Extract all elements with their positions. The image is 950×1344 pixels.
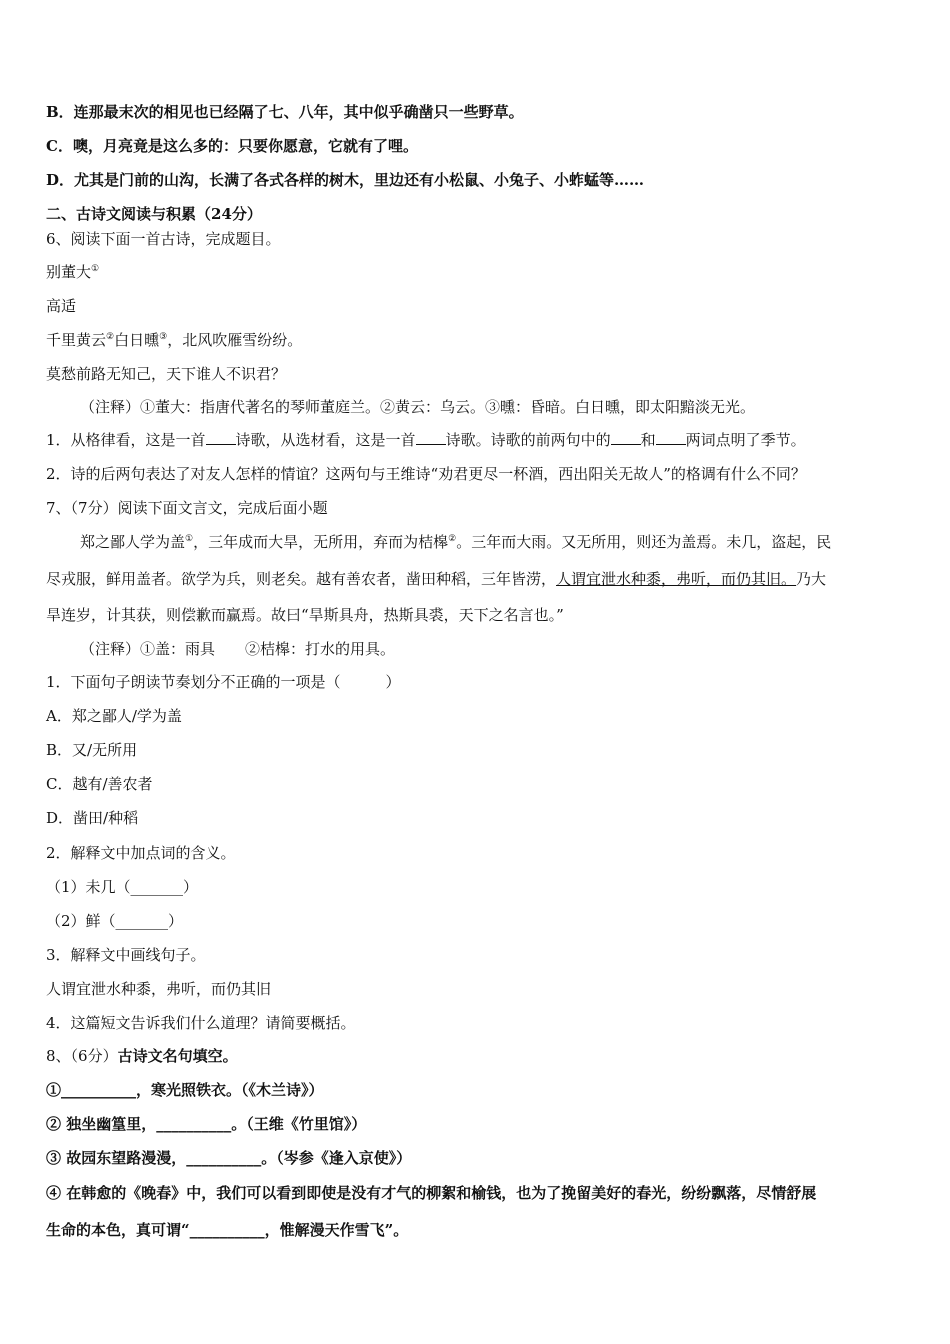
q7-stem: 7、（7分）阅读下面文言文，完成后面小题 <box>46 499 328 517</box>
q6-sub1-a: 1．从格律看，这是一首 <box>46 431 206 449</box>
q7-text-line-1 <box>80 532 910 552</box>
q8-stem-text: 古诗文名句填空。 <box>117 1047 238 1065</box>
q7-option-b: B．又/无所用 <box>46 741 138 759</box>
q7-sub3: 3．解释文中画线句子。 <box>46 946 206 964</box>
poem-line-1-b: 白日曛 <box>114 331 160 349</box>
q6-sub1 <box>46 430 910 450</box>
q7-text-line-3: 旱连岁，计其获，则偿歉而赢焉。故曰“旱斯具舟，热斯具裘，天下之名言也。” <box>46 606 564 624</box>
poem-line-1-note-3: ③ <box>159 332 168 342</box>
q7-underlined-sentence: 人谓宜泄水种黍，弗听，而仍其旧。 <box>556 570 797 588</box>
q7-option-a: A．郑之鄙人/学为盖 <box>46 707 182 725</box>
section-title: 二、古诗文阅读与积累（24分） <box>46 205 262 223</box>
poem-line-1 <box>46 330 910 350</box>
q7-text-line-2 <box>46 569 910 589</box>
q6-sub1-b: 诗歌，从选材看，这是一首 <box>235 431 416 449</box>
q6-stem: 6、阅读下面一首古诗，完成题目。 <box>46 230 281 248</box>
blank-2[interactable] <box>416 430 446 445</box>
q8-stem-score: 8、（6分） <box>46 1047 118 1065</box>
blank-3[interactable] <box>611 430 641 445</box>
q7-note-mark-2: ② <box>448 534 457 544</box>
q7-sub2-1: （1）未几（_______） <box>46 878 199 896</box>
q6-sub1-e: 两词点明了季节。 <box>685 431 806 449</box>
q7-text-2a: 尽戎服，鲜用盖者。欲学为兵，则老矣。越有善农者，凿田种稻，三年皆涝， <box>46 570 557 588</box>
q8-line-1: ①__________，寒光照铁衣。（《木兰诗》） <box>46 1081 324 1099</box>
q6-sub2: 2．诗的后两句表达了对友人怎样的情谊？这两句与王维诗“劝君更尽一杯酒，西出阳关无故人”的格调有什么不同？ <box>46 465 806 483</box>
option-c: C．噢，月亮竟是这么多的：只要你愿意，它就有了哩。 <box>46 137 418 155</box>
poem-title-note-mark: ① <box>91 264 100 274</box>
q7-sub2-2: （2）鲜（_______） <box>46 912 184 930</box>
q8-line-4: ④ 在韩愈的《晚春》中，我们可以看到即使是没有才气的柳絮和榆钱，也为了挽留美好的春光，纷纷飘落，尽情舒展 <box>46 1184 817 1202</box>
q7-notes: （注释）①盖：雨具 ②桔槔：打水的用具。 <box>80 640 396 658</box>
poem-notes: （注释）①董大：指唐代著名的琴师董庭兰。②黄云：乌云。③曛：昏暗。白日曛，即太阳黯淡无光。 <box>80 398 756 416</box>
q7-option-d: D．凿田/种稻 <box>46 809 139 827</box>
q7-text-1b: ，三年成而大旱，无所用，弃而为桔槔 <box>193 533 449 551</box>
q7-option-c: C．越有/善农者 <box>46 775 153 793</box>
option-d: D．尤其是门前的山沟，长满了各式各样的树木，里边还有小松鼠、小兔子、小蚱蜢等…… <box>46 171 645 189</box>
q7-text-1c: 。三年而大雨。又无所用，则还为盖焉。未几，盗起，民 <box>456 533 832 551</box>
q8-line-3: ③ 故园东望路漫漫，__________。（岑参《逢入京使》） <box>46 1149 412 1167</box>
poem-title <box>46 262 910 282</box>
poem-author: 高适 <box>46 297 77 315</box>
q7-sub3-text: 人谓宜泄水种黍，弗听，而仍其旧 <box>46 980 272 998</box>
poem-line-1-c: ，北风吹雁雪纷纷。 <box>167 331 303 349</box>
q7-text-1a: 郑之鄙人学为盖 <box>80 533 186 551</box>
q8-line-5: 生命的本色，真可谓“__________，惟解漫天作雪飞”。 <box>46 1221 409 1239</box>
q8-stem <box>46 1046 910 1066</box>
q7-note-mark-1: ① <box>185 534 194 544</box>
q6-sub1-c: 诗歌。诗歌的前两句中的 <box>445 431 611 449</box>
option-b: B．连那最末次的相见也已经隔了七、八年，其中似乎确凿只一些野草。 <box>46 103 524 121</box>
q6-sub1-d: 和 <box>640 431 656 449</box>
poem-line-2: 莫愁前路无知己，天下谁人不识君？ <box>46 365 287 383</box>
poem-line-1-a: 千里黄云 <box>46 331 107 349</box>
q7-sub4: 4．这篇短文告诉我们什么道理？请简要概括。 <box>46 1014 356 1032</box>
poem-title-text: 别董大 <box>46 263 92 281</box>
q7-text-2b: 乃大 <box>796 570 827 588</box>
blank-1[interactable] <box>206 430 236 445</box>
blank-4[interactable] <box>656 430 686 445</box>
poem-line-1-note-2: ② <box>106 332 115 342</box>
q7-sub2: 2．解释文中加点词的含义。 <box>46 844 236 862</box>
q8-line-2: ② 独坐幽篁里，__________。（王维《竹里馆》） <box>46 1115 367 1133</box>
q7-sub1: 1．下面句子朗读节奏划分不正确的一项是（ ） <box>46 673 401 691</box>
